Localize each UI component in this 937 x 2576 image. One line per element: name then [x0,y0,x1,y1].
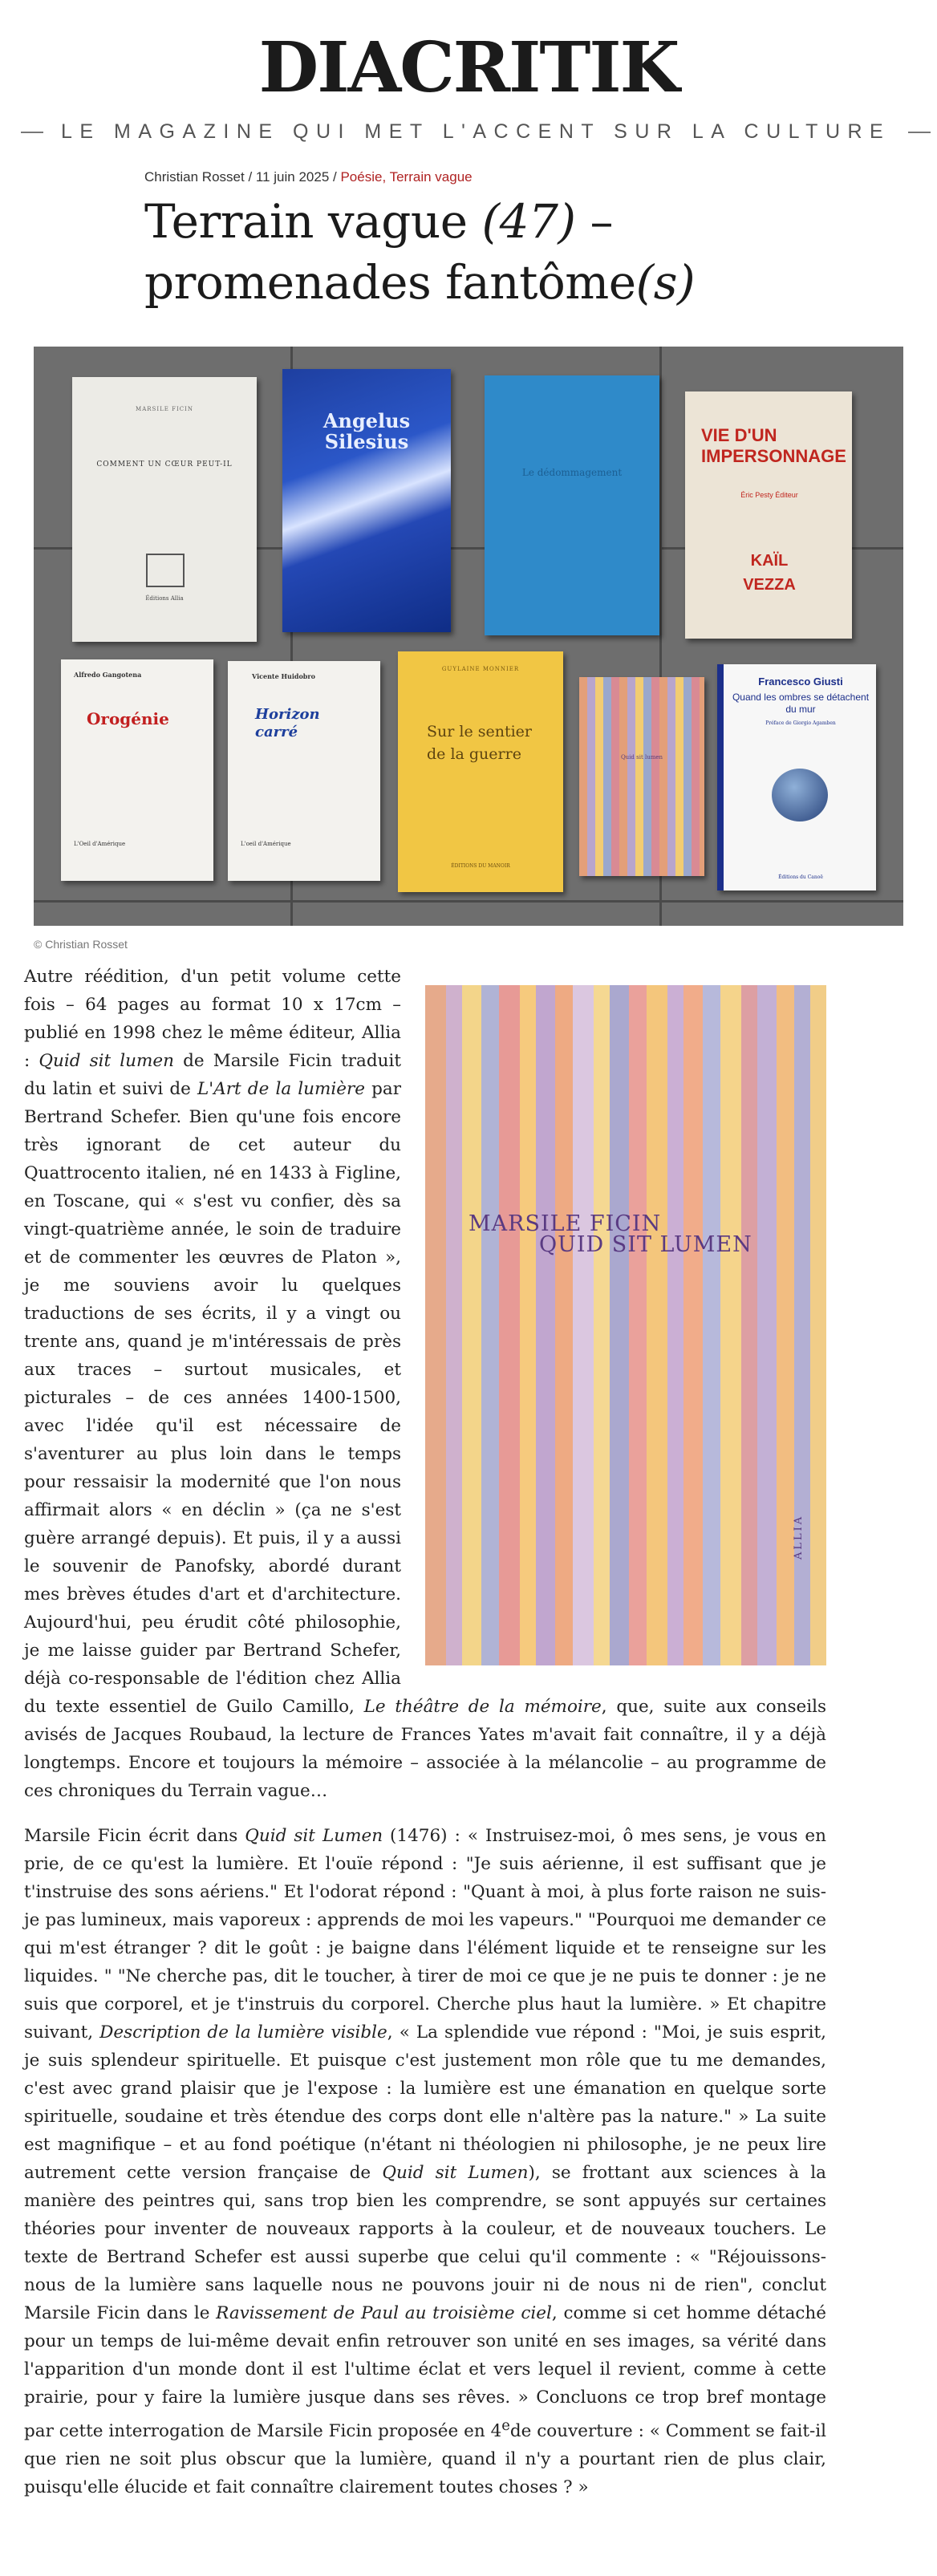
book-angelus-silesius: Angelus Silesius [282,369,451,632]
paragraph-1: Autre réédition, d'un petit volume cette fois – 64 pages au format 10 x 17cm – publié en 1998 chez le même éditeur, Allia : Quid sit lumen de Marsile Ficin traduit du latin et suivi de L'Art de la lumière par Bertrand Schefer. Bien qu'une fois encore très ignorant de cet auteur du Quattrocento italien, né en 1433 à Figline, en Toscane, qui « s'est vu confier, dès sa vingt-quatrième année, le soin de traduire et de commenter les œuvres de Platon », je me souviens avoir lu quelques traductions de ses écrits, il y a vingt ou trente ans, quand je m'intéressais de près aux traces – surtout musicales, et picturales – de ces années 1400-1500, avec l'idée qu'il est nécessaire de s'aventurer au plus loin dans le temps pour ressaisir la modernité que l'on nous affirmait alors « en déclin » (ça ne s'est guère arrangé depuis). Et puis, il y a aussi le souvenir de Panofsky, abordé durant mes brèves études d'art et d'architecture. Aujourd'hui, peu érudit côté philosophie, je me laisse guider par Bertrand Schefer, déjà co-responsable de l'édition chez Allia du texte essentiel de Guilo Camillo, Le théâtre de la mémoire, que, suite aux conseils avisés de Jacques Roubaud, la lecture de Frances Yates m'avait fait connaître, il y a déjà longtemps. Encore et toujours la mémoire – associée à la mélancolie – au programme de ces chroniques du Terrain vague… [24,967,827,1801]
site-logo[interactable]: DIACRITIK [258,27,679,108]
book-dedommagement: Le dédommagement [485,375,659,635]
book-sur-le-sentier: GUYLAINE MONNIER Sur le sentier de la guerre ÉDITIONS DU MANOIR [398,651,563,892]
article-date: 11 juin 2025 [255,169,330,185]
moon-illustration-icon [772,769,828,821]
category-link-terrain-vague[interactable]: Terrain vague [389,169,473,185]
cover-author: MARSILE FICIN [468,1211,662,1236]
book-horizon-carre: Vicente Huidobro Horizon carré L'oeil d'Amérique [228,661,380,881]
category-separator: , [382,169,390,185]
tagline-dash-right [908,132,931,133]
tile-grout [34,900,903,903]
cover-title: QUID SIT LUMEN [539,1232,752,1257]
book-comment-un-coeur: MARSILE FICIN COMMENT UN CŒUR PEUT-IL Éditions Allia [72,377,257,642]
author-link[interactable]: Christian Rosset [144,169,245,185]
meta-separator: / [248,169,256,185]
hero-photo [34,347,903,926]
photo-credit: © Christian Rosset [34,938,128,951]
book-quand-les-ombres: Francesco Giusti Quand les ombres se détachent du mur Préface de Giorgio Agamben Éditions du Canoë [717,664,876,890]
tagline-text: LE MAGAZINE QUI MET L'ACCENT SUR LA CULTURE [61,120,891,143]
article-body [24,963,826,2518]
book-cover-quid-sit-lumen [425,985,826,1665]
book-orogenie: Alfredo Gangotena Orogénie L'Oeil d'Amérique [61,659,213,881]
site-header [0,27,937,108]
article-title: Terrain vague (47) – promenades fantôme(s) [144,194,696,310]
publisher-logo-icon [146,554,185,587]
book-quid-sit-lumen-small: Quid sit lumen [579,677,704,876]
book-vie-impersonnage: VIE D'UN IMPERSONNAGE Éric Pesty Éditeur KAÏL VEZZA [685,391,852,639]
site-tagline [21,120,916,144]
cover-publisher: ALLIA [793,1514,805,1560]
article-meta [144,169,473,185]
paragraph-2: Marsile Ficin écrit dans Quid sit Lumen (1476) : « Instruisez-moi, ô mes sens, je vous en prie, de ce qu'est la lumière. Et l'ouïe répond : "Je suis aérienne, il est suffisant que je t'instruise des sons aériens." Et l'odorat répond : "Quant à moi, à plus forte raison ne suis-je pas lumineux, mais vaporeux : apprends de moi les vapeurs." "Pourquoi me demander ce qui m'est étranger ? dit le goût : je baigne dans l'élément liquide et te renseigne sur les liquides. " "Ne cherche pas, dit le toucher, à tirer de moi ce que je ne puis te donner : je ne suis que corporel, et je t'instruis du corporel. Cherche plus haut la lumière. » Et chapitre suivant, Description de la lumière visible, « La splendide vue répond : "Moi, je suis esprit, je suis splendeur spirituelle. Et puisque c'est justement mon rôle que tu me demandes, c'est avec grand plaisir que je l'expose : la lumière est une émanation en quelque sorte spirituelle, soudaine et très étendue des corps dont elle n'altère pas la nature." » La suite est magnifique – et au fond poétique (n'étant ni théologien ni philosophe, je ne peux lire autrement cette version française de Quid sit Lumen), se frottant aux sciences à la manière des peintres qui, sans trop bien les comprendre, se sont appuyés sur certaines théories pour inventer de nouveaux rapports à la couleur, et de nouveaux touchers. Le texte de Bertrand Schefer est aussi superbe que celui qu'il commente : « "Réjouissons-nous de la lumière sans laquelle nous ne pouvons jouir ni de nous ni de rien", conclut Marsile Ficin dans le Ravissement de Paul au troisième ciel, comme si cet homme détaché pour un temps de lui-même devait enfin retrouver son unité en ses images, sa vérité dans l'apparition d'un monde dont il est l'ultime éclat et vers lequel il revient, comme à cette prairie, pour y faire la lumière jusque dans ses rêves. » Concluons ce trop bref montage par cette interrogation de Marsile Ficin proposée en 4ede couverture : « Comment se fait-il que rien ne soit plus obscur que la lumière, quand il n'y a pourtant rien de plus clair, puisqu'elle élucide et fait connaître clairement toutes choses ? » [24,1826,826,2498]
meta-separator: / [333,169,341,185]
tagline-dash-left [21,132,43,133]
cover-stripes [425,985,826,1665]
category-link-poesie[interactable]: Poésie [340,169,383,185]
